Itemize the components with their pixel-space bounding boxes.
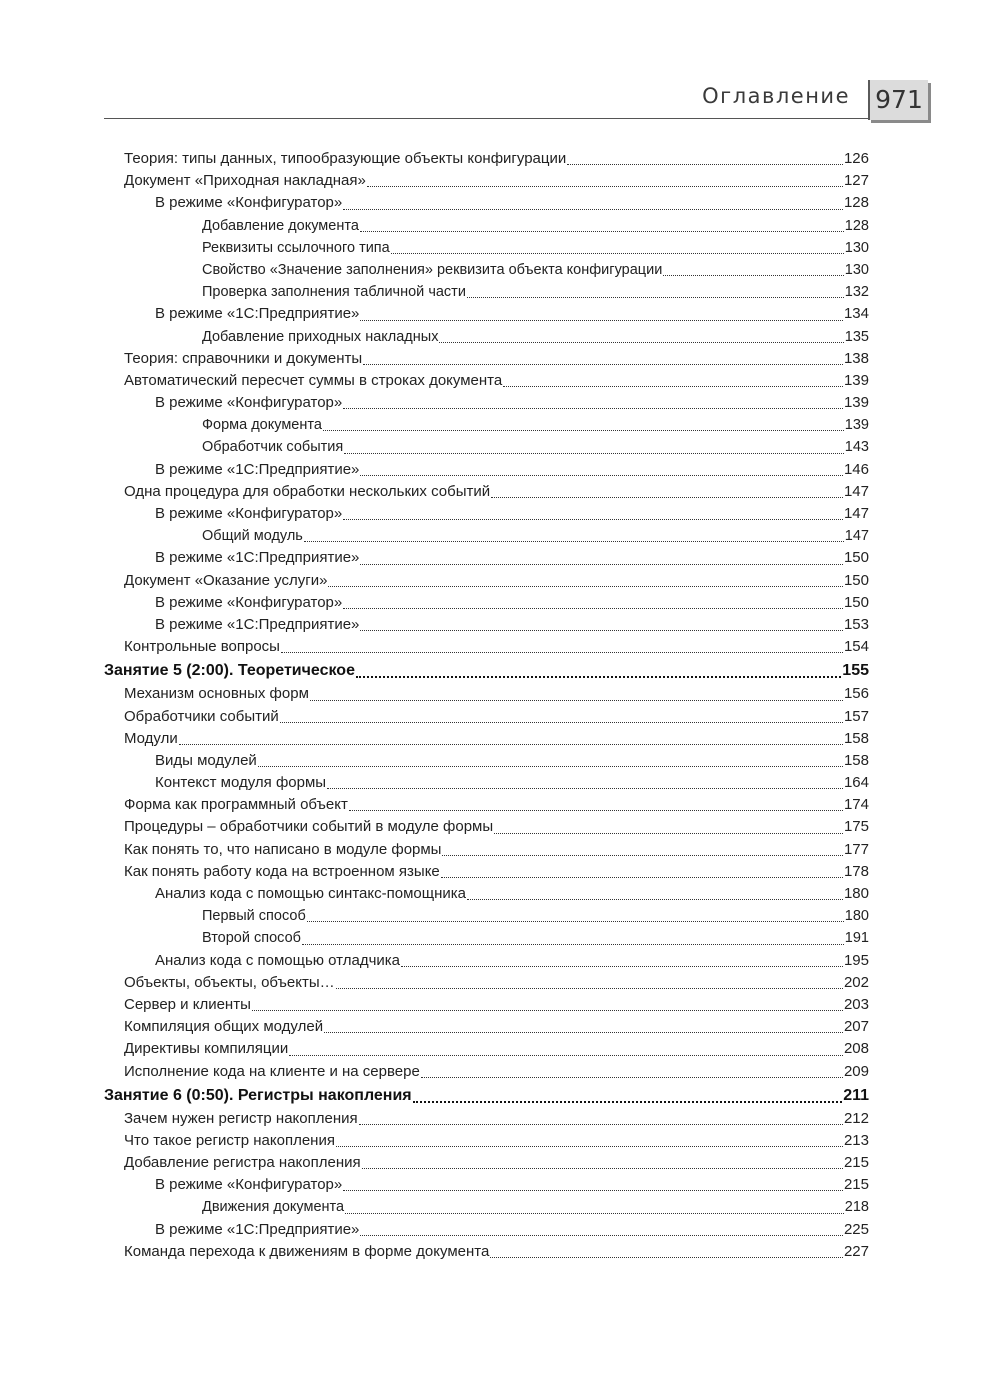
toc-entry: [104, 547, 869, 569]
toc-entry-page: 212: [843, 1109, 869, 1127]
toc-entry: [104, 392, 869, 414]
toc-entry: [104, 414, 869, 436]
toc-entry-page: 218: [844, 1199, 869, 1216]
toc-entry-title: Модули: [124, 729, 178, 747]
toc-entry-page: 130: [844, 239, 869, 256]
toc-entry: [104, 592, 869, 614]
toc-entry-page: 127: [843, 172, 869, 190]
toc-entry-title: Зачем нужен регистр накопления: [124, 1109, 358, 1127]
toc-entry: [104, 683, 869, 705]
toc-entry: [104, 794, 869, 816]
toc-entry-page: 225: [843, 1220, 869, 1238]
header-divider: [104, 118, 868, 119]
toc-entry-title: Обработчик события: [202, 439, 344, 456]
toc-entry-title: Реквизиты ссылочного типа: [202, 239, 390, 256]
toc-entry-page: 150: [843, 571, 869, 589]
dot-leader: [663, 275, 844, 276]
toc-entry-page: 208: [843, 1040, 869, 1058]
toc-entry-page: 147: [843, 505, 869, 522]
toc-entry-page: 211: [843, 1086, 869, 1104]
toc-entry-page: 175: [843, 818, 869, 836]
toc-entry: [104, 994, 869, 1016]
toc-entry: [104, 636, 869, 658]
dot-leader: [281, 652, 843, 653]
toc-entry-page: 147: [843, 482, 869, 500]
toc-entry-title: Что такое регистр накопления: [124, 1131, 335, 1149]
dot-leader: [336, 1146, 843, 1147]
toc-entry-title: Добавление регистра накопления: [124, 1154, 361, 1172]
dot-leader: [179, 744, 843, 745]
toc-entry-page: 128: [844, 217, 869, 234]
toc-entry: [104, 1219, 869, 1241]
toc-entry: [104, 972, 869, 994]
toc-entry-title: В режиме «Конфигуратор»: [155, 1176, 343, 1194]
toc-entry: [104, 148, 869, 170]
toc-entry-title: Директивы компиляции: [124, 1040, 289, 1058]
toc-entry-title: Сервер и клиенты: [124, 995, 251, 1013]
dot-leader: [323, 430, 844, 431]
toc-entry-page: 227: [843, 1242, 869, 1260]
toc-entry-page: 174: [843, 796, 869, 814]
toc-entry-title: Первый способ: [202, 908, 306, 925]
toc-entry-title: Документ «Приходная накладная»: [124, 172, 366, 190]
toc-entry-page: 209: [843, 1062, 869, 1080]
toc-entry-title: В режиме «1С:Предприятие»: [155, 615, 360, 633]
dot-leader: [327, 788, 843, 789]
toc-entry-page: 139: [843, 394, 869, 412]
toc-entry: [104, 839, 869, 861]
toc-entry-title: Анализ кода с помощью синтакс-помощника: [155, 885, 466, 902]
toc-entry-page: 213: [843, 1131, 869, 1149]
toc-entry: [104, 883, 869, 905]
toc-entry-title: Занятие 5 (2:00). Теоретическое: [104, 662, 355, 680]
toc-entry-title: Документ «Оказание услуги»: [124, 571, 328, 589]
toc-entry-title: Обработчики событий: [124, 707, 279, 725]
dot-leader: [360, 564, 843, 565]
dot-leader: [336, 988, 843, 989]
dot-leader: [343, 408, 843, 409]
toc-entry: [104, 348, 869, 370]
dot-leader: [280, 722, 843, 723]
toc-entry: [104, 326, 869, 348]
toc-entry-title: Как понять то, что написано в модуле формы: [124, 840, 442, 858]
toc-entry-title: Движения документа: [202, 1199, 345, 1216]
toc-entry-title: Автоматический пересчет суммы в строках документа: [124, 371, 503, 389]
toc-entry-title: В режиме «1С:Предприятие»: [155, 460, 360, 478]
dot-leader: [391, 253, 844, 254]
toc-entry: [104, 1038, 869, 1060]
page-number: 971: [868, 80, 928, 120]
toc-entry: [104, 1108, 869, 1130]
toc-entry-page: 139: [843, 371, 869, 389]
dot-leader: [360, 231, 844, 232]
toc-entry-page: 202: [843, 973, 869, 991]
toc-entry-page: 158: [843, 729, 869, 747]
toc-entry: [104, 728, 869, 750]
toc-entry: [104, 281, 869, 303]
toc-entry: [104, 1152, 869, 1174]
toc-entry-title: В режиме «Конфигуратор»: [155, 194, 343, 212]
toc-entry-page: 143: [844, 439, 869, 456]
dot-leader: [258, 766, 843, 767]
toc-entry-title: Форма документа: [202, 417, 322, 434]
toc-entry-title: Теория: типы данных, типообразующие объекты конфигурации: [124, 150, 567, 167]
dot-leader: [401, 966, 843, 967]
toc-entry: [104, 816, 869, 838]
dot-leader: [442, 855, 843, 856]
dot-leader: [439, 342, 843, 343]
toc-entry: [104, 259, 869, 281]
toc-chapter-entry: [104, 658, 869, 683]
running-header-title: Оглавление: [702, 84, 850, 108]
toc-entry: [104, 1016, 869, 1038]
dot-leader: [328, 586, 843, 587]
toc-entry-page: 134: [843, 305, 869, 323]
toc-entry: [104, 1196, 869, 1218]
toc-entry-title: Процедуры – обработчики событий в модуле формы: [124, 818, 494, 836]
toc-entry-title: Добавление документа: [202, 217, 359, 234]
dot-leader: [367, 186, 843, 187]
toc-entry-page: 157: [843, 707, 869, 725]
toc-entry-title: Контекст модуля формы: [155, 774, 327, 792]
toc-entry: [104, 192, 869, 214]
toc-entry-title: Общий модуль: [202, 528, 303, 545]
toc-entry: [104, 861, 869, 883]
dot-leader: [359, 1124, 843, 1125]
toc-entry: [104, 237, 869, 259]
toc-entry-title: Компиляция общих модулей: [124, 1018, 324, 1036]
dot-leader: [345, 1213, 844, 1214]
toc-entry-page: 138: [843, 349, 869, 367]
toc-entry-title: Добавление приходных накладных: [202, 328, 439, 345]
dot-leader: [360, 320, 843, 321]
toc-entry: [104, 772, 869, 794]
table-of-contents: [104, 148, 869, 1263]
toc-entry-page: 178: [843, 862, 869, 880]
dot-leader: [467, 899, 843, 900]
toc-entry-title: В режиме «1С:Предприятие»: [155, 305, 360, 323]
dot-leader: [441, 877, 843, 878]
toc-entry-page: 158: [843, 751, 869, 769]
toc-entry-page: 215: [843, 1176, 869, 1194]
dot-leader: [360, 475, 843, 476]
dot-leader: [421, 1077, 843, 1078]
toc-entry-page: 126: [843, 150, 869, 167]
dot-leader: [344, 453, 844, 454]
dot-leader: [343, 608, 843, 609]
dot-leader: [490, 1257, 843, 1258]
dot-leader: [304, 541, 844, 542]
dot-leader: [356, 676, 841, 678]
toc-entry-page: 150: [843, 549, 869, 567]
toc-entry-title: Второй способ: [202, 930, 301, 947]
toc-entry: [104, 570, 869, 592]
toc-entry: [104, 170, 869, 192]
toc-entry-page: 153: [843, 615, 869, 633]
toc-entry-title: Механизм основных форм: [124, 685, 309, 703]
toc-entry-page: 128: [843, 194, 869, 212]
toc-entry-page: 177: [843, 840, 869, 858]
toc-entry-title: Одна процедура для обработки нескольких событий: [124, 482, 491, 500]
toc-entry-title: В режиме «1С:Предприятие»: [155, 549, 360, 567]
dot-leader: [252, 1010, 843, 1011]
toc-entry: [104, 436, 869, 458]
dot-leader: [363, 364, 843, 365]
toc-entry-page: 164: [843, 774, 869, 792]
toc-entry-page: 130: [844, 261, 869, 278]
toc-entry-page: 195: [843, 951, 869, 969]
dot-leader: [491, 497, 843, 498]
dot-leader: [494, 833, 843, 834]
toc-entry-title: Проверка заполнения табличной части: [202, 284, 466, 301]
toc-entry-title: Контрольные вопросы: [124, 638, 280, 656]
dot-leader: [310, 700, 843, 701]
toc-entry: [104, 927, 869, 949]
toc-entry-page: 147: [844, 528, 869, 545]
toc-entry-title: Теория: справочники и документы: [124, 349, 363, 367]
dot-leader: [503, 386, 843, 387]
toc-entry: [104, 706, 869, 728]
toc-entry: [104, 503, 869, 525]
toc-entry-title: Исполнение кода на клиенте и на сервере: [124, 1062, 420, 1080]
toc-entry-page: 215: [843, 1154, 869, 1172]
toc-entry: [104, 1174, 869, 1196]
toc-entry: [104, 905, 869, 927]
toc-entry-page: 154: [843, 638, 869, 656]
toc-chapter-entry: [104, 1083, 869, 1108]
toc-entry-page: 156: [843, 685, 869, 703]
toc-entry: [104, 303, 869, 325]
toc-entry: [104, 459, 869, 481]
toc-entry-page: 150: [843, 593, 869, 611]
toc-entry: [104, 1241, 869, 1263]
dot-leader: [307, 921, 844, 922]
toc-entry-title: В режиме «1С:Предприятие»: [155, 1220, 360, 1238]
toc-entry-page: 207: [843, 1018, 869, 1036]
dot-leader: [567, 164, 843, 165]
toc-entry-page: 191: [844, 930, 869, 947]
dot-leader: [467, 297, 844, 298]
toc-entry-title: В режиме «Конфигуратор»: [155, 505, 343, 522]
toc-entry: [104, 1061, 869, 1083]
dot-leader: [360, 1235, 843, 1236]
dot-leader: [343, 1190, 843, 1191]
toc-entry-title: В режиме «Конфигуратор»: [155, 394, 343, 412]
toc-entry-title: Команда перехода к движениям в форме документа: [124, 1242, 490, 1260]
toc-entry-page: 180: [843, 885, 869, 902]
toc-entry: [104, 950, 869, 972]
toc-entry-title: Анализ кода с помощью отладчика: [155, 951, 401, 969]
dot-leader: [343, 209, 843, 210]
toc-entry-title: Как понять работу кода на встроенном языке: [124, 862, 440, 880]
dot-leader: [362, 1168, 843, 1169]
dot-leader: [289, 1055, 843, 1056]
toc-entry-title: В режиме «Конфигуратор»: [155, 593, 343, 611]
toc-entry-page: 139: [844, 417, 869, 434]
toc-entry-title: Форма как программный объект: [124, 796, 348, 814]
toc-entry: [104, 215, 869, 237]
toc-entry-title: Занятие 6 (0:50). Регистры накопления: [104, 1086, 412, 1104]
toc-entry-title: Объекты, объекты, объекты…: [124, 973, 335, 991]
toc-entry-page: 155: [842, 662, 869, 680]
toc-entry-page: 135: [844, 328, 869, 345]
toc-entry-page: 180: [844, 908, 869, 925]
dot-leader: [413, 1101, 843, 1103]
toc-entry: [104, 614, 869, 636]
dot-leader: [324, 1032, 843, 1033]
toc-entry-page: 132: [844, 284, 869, 301]
toc-entry-page: 146: [843, 460, 869, 478]
toc-entry-title: Виды модулей: [155, 751, 257, 769]
toc-entry-title: Свойство «Значение заполнения» реквизита объекта конфигурации: [202, 261, 663, 278]
toc-entry: [104, 1130, 869, 1152]
toc-entry-page: 203: [843, 995, 869, 1013]
toc-entry: [104, 370, 869, 392]
toc-entry: [104, 750, 869, 772]
dot-leader: [349, 810, 843, 811]
toc-entry: [104, 481, 869, 503]
dot-leader: [360, 630, 843, 631]
toc-entry: [104, 525, 869, 547]
dot-leader: [302, 944, 844, 945]
dot-leader: [343, 519, 843, 520]
